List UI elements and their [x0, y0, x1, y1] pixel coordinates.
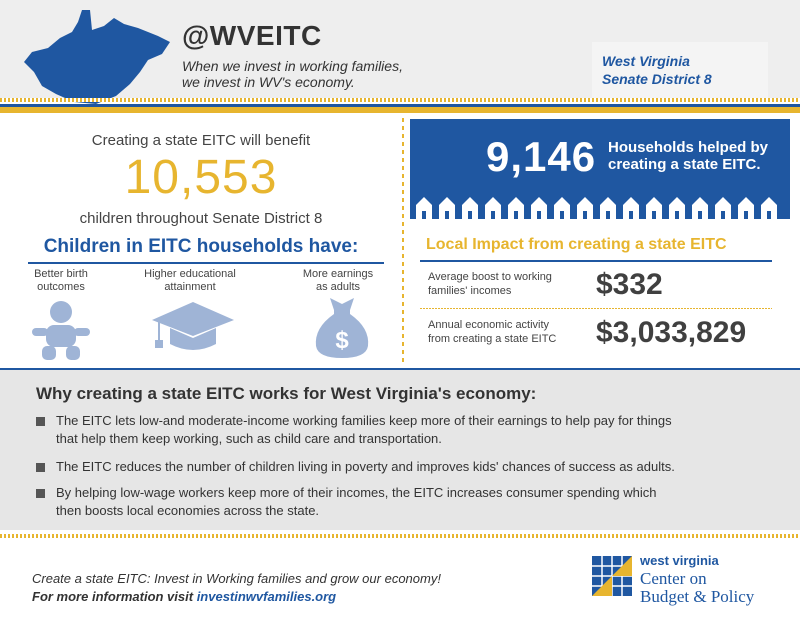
vertical-dotted-divider [402, 118, 404, 366]
benefit-item-line: attainment [164, 281, 216, 293]
bullet-square-icon [36, 463, 45, 472]
why-bullet [36, 412, 736, 448]
houses-row-icon [412, 193, 788, 219]
why-bullet-line: then boosts local economies across the state. [56, 503, 320, 518]
house-door-icon [721, 211, 725, 219]
footer-line-1: Create a state EITC: Invest in Working families and grow our economy! [32, 571, 441, 586]
house-door-icon [675, 211, 679, 219]
local-impact-heading: Local Impact from creating a state EITC [426, 236, 727, 253]
tagline-line-1: When we invest in working families, [182, 58, 403, 74]
benefit-item-birth [16, 268, 106, 294]
wvcbp-logo-text [640, 552, 754, 606]
benefit-item-line: More earnings [302, 268, 374, 280]
children-benefit-number: 10,553 [124, 151, 278, 204]
households-text-line-2: creating a state EITC. [608, 156, 761, 173]
logo-line-3: Budget & Policy [640, 587, 755, 606]
header-banner [0, 0, 800, 98]
benefit-intro: Creating a state EITC will benefit [91, 132, 311, 149]
house-door-icon [629, 211, 633, 219]
children-heading: Children in EITC households have: [43, 236, 359, 257]
tagline [182, 58, 442, 90]
house-door-icon [537, 211, 541, 219]
impact-label-line: families' incomes [428, 285, 512, 297]
benefit-item-earnings [288, 268, 388, 294]
why-bullet-line: The EITC lets low-and moderate-income working families keep more of their earnings to help pay for things [56, 413, 672, 428]
households-panel [410, 119, 790, 219]
why-bullet-line: The EITC reduces the number of children living in poverty and improves kids' chances of success as adults. [56, 459, 675, 474]
benefit-item-line: Higher educational [144, 268, 236, 280]
dotted-divider-bottom [0, 534, 800, 538]
gold-band [0, 107, 800, 113]
bullet-square-icon [36, 489, 45, 498]
impact-value-activity: $3,033,829 [596, 316, 747, 349]
why-bullet [36, 484, 736, 520]
benefit-outro: children throughout Senate District 8 [79, 210, 323, 227]
house-door-icon [583, 211, 587, 219]
house-door-icon [560, 211, 564, 219]
money-bag-icon [310, 292, 374, 360]
impact-divider [420, 308, 772, 309]
impact-label-line: Annual economic activity [428, 319, 550, 331]
baby-icon [26, 300, 96, 362]
benefit-item-line: Better birth [34, 268, 88, 280]
footer-prefix: For more information visit [32, 589, 197, 604]
house-door-icon [652, 211, 656, 219]
west-virginia-map-icon [12, 8, 172, 108]
graduation-cap-icon [150, 300, 236, 356]
footer-text [32, 570, 441, 606]
house-door-icon [606, 211, 610, 219]
children-heading-rule [28, 262, 384, 264]
district-line-1: West Virginia [602, 53, 690, 69]
tagline-line-2: we invest in WV's economy. [182, 74, 355, 90]
logo-line-2: Center on [640, 569, 707, 588]
house-door-icon [767, 211, 771, 219]
impact-label-activity [428, 318, 588, 346]
district-label-box [592, 42, 768, 98]
dotted-divider-top [0, 98, 800, 102]
wvcbp-logo-icon [588, 552, 636, 600]
local-impact-rule [420, 260, 772, 262]
website-link[interactable]: investinwvfamilies.org [196, 589, 337, 604]
why-bullet-line: By helping low-wage workers keep more of their incomes, the EITC increases consumer spending which [56, 485, 657, 500]
why-bullet-line: that help them keep working, such as child care and transportation. [56, 431, 442, 446]
households-text-line-1: Households helped by [608, 139, 769, 156]
district-label [602, 52, 712, 88]
district-line-2: Senate District 8 [602, 71, 712, 87]
why-heading: Why creating a state EITC works for West Virginia's economy: [36, 384, 537, 403]
why-bullet [36, 458, 736, 476]
households-text [608, 139, 788, 173]
why-section [0, 370, 800, 530]
house-door-icon [514, 211, 518, 219]
benefit-item-line: outcomes [37, 281, 85, 293]
households-number: 9,146 [486, 133, 597, 180]
impact-label-line: Average boost to working [428, 271, 552, 283]
impact-value-income: $332 [596, 268, 663, 301]
impact-label-income [428, 270, 588, 298]
house-door-icon [698, 211, 702, 219]
house-door-icon [445, 211, 449, 219]
house-door-icon [491, 211, 495, 219]
benefit-item-education [130, 268, 250, 294]
house-door-icon [468, 211, 472, 219]
bullet-square-icon [36, 417, 45, 426]
logo-line-1: west virginia [640, 553, 719, 568]
footer-line-2 [32, 588, 441, 606]
svg-text:$: $ [335, 327, 349, 354]
impact-label-line: from creating a state EITC [428, 333, 557, 345]
house-door-icon [744, 211, 748, 219]
benefit-item-line: as adults [315, 281, 361, 293]
twitter-handle: @WVEITC [182, 20, 322, 51]
house-door-icon [422, 211, 426, 219]
